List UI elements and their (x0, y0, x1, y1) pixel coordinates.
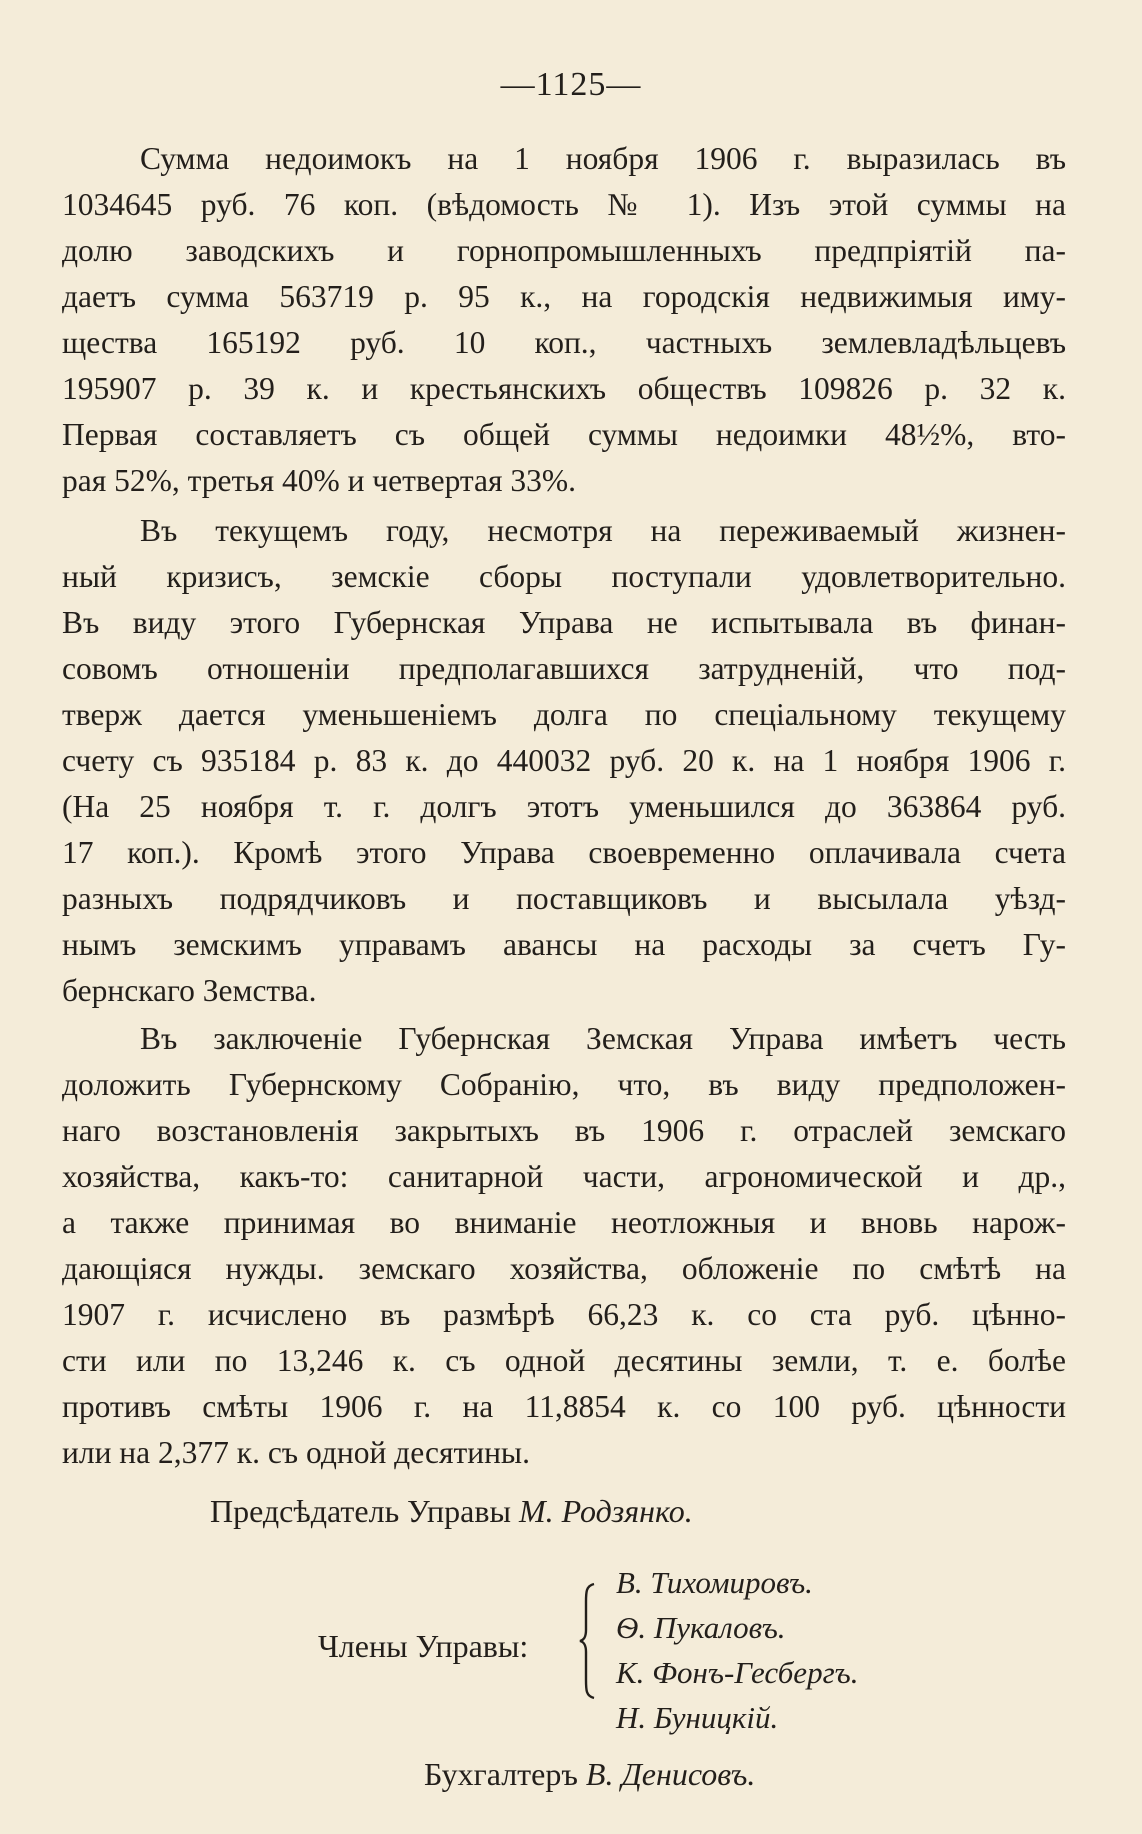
member-name: Н. Буницкій. (616, 1700, 779, 1735)
text-line: бернскаго Земства. (62, 973, 317, 1008)
member-name: К. Фонъ-Гесбергъ. (616, 1655, 859, 1690)
chairman-name: М. Родзянко. (518, 1493, 693, 1529)
text-line: доложить Губернскому Собранію, что, въ виду предположен- (62, 1067, 1066, 1102)
members-label: Члены Управы: (318, 1628, 529, 1664)
text-line: ный кризисъ, земскіе сборы поступали удовлетворительно. (62, 559, 1066, 594)
text-line: противъ смѣты 1906 г. на 11,8854 к. со 100 руб. цѣнности (62, 1389, 1066, 1424)
text-line: 17 коп.). Кромѣ этого Управа своевременно оплачивала счета (62, 835, 1066, 870)
text-line: тверж дается уменьшеніемъ долга по спеціальному текущему (62, 697, 1066, 732)
accountant-label: Бухгалтеръ (424, 1756, 578, 1792)
text-line: а также принимая во вниманіе неотложныя и вновь нарож- (62, 1205, 1066, 1240)
paragraph-2 (62, 508, 1066, 1014)
paragraph-3 (62, 1016, 1066, 1476)
text-line: 195907 р. 39 к. и крестьянскихъ обществъ 109826 р. 32 к. (62, 371, 1066, 406)
paragraph-1 (62, 136, 1066, 504)
text-line: Въ текущемъ году, несмотря на переживаемый жизнен- (140, 513, 1066, 548)
text-line: совомъ отношеніи предполагавшихся затрудненій, что под- (62, 651, 1066, 686)
text-line: сти или по 13,246 к. съ одной десятины земли, т. е. болѣе (62, 1343, 1066, 1378)
text-line: счету съ 935184 р. 83 к. до 440032 руб. 20 к. на 1 ноября 1906 г. (62, 743, 1066, 778)
member-name: Ѳ. Пукаловъ. (616, 1610, 786, 1645)
member-name: В. Тихомировъ. (616, 1565, 813, 1600)
text-line: щества 165192 руб. 10 коп., частныхъ землевладѣльцевъ (62, 325, 1066, 360)
text-line: Первая составляетъ съ общей суммы недоимки 48½%, вто- (62, 417, 1066, 452)
text-line: Сумма недоимокъ на 1 ноября 1906 г. выразилась въ (140, 141, 1066, 176)
brace-icon (578, 1582, 598, 1700)
text-line: дающіяся нужды. земскаго хозяйства, обложеніе по смѣтѣ на (62, 1251, 1066, 1286)
text-line: наго возстановленія закрытыхъ въ 1906 г. отраслей земскаго (62, 1113, 1066, 1148)
text-line: 1907 г. исчислено въ размѣрѣ 66,23 к. со ста руб. цѣнно- (62, 1297, 1066, 1332)
accountant-signature (424, 1756, 755, 1793)
chairman-label: Предсѣдатель Управы (210, 1493, 511, 1529)
text-line: Въ виду этого Губернская Управа не испытывала въ финан- (62, 605, 1066, 640)
text-line: долю заводскихъ и горнопромышленныхъ предпріятій па- (62, 233, 1066, 268)
text-line: хозяйства, какъ-то: санитарной части, агрономической и др., (62, 1159, 1066, 1194)
text-line: Въ заключеніе Губернская Земская Управа имѣетъ честь (140, 1021, 1066, 1056)
text-line: разныхъ подрядчиковъ и поставщиковъ и высылала уѣзд- (62, 881, 1066, 916)
text-line: даетъ сумма 563719 р. 95 к., на городскія недвижимыя иму- (62, 279, 1066, 314)
text-line: нымъ земскимъ управамъ авансы на расходы за счетъ Гу- (62, 927, 1066, 962)
text-line: (На 25 ноября т. г. долгъ этотъ уменьшился до 363864 руб. (62, 789, 1066, 824)
text-line: 1034645 руб. 76 коп. (вѣдомость № 1). Изъ этой суммы на (62, 187, 1066, 222)
chairman-signature (210, 1493, 693, 1530)
accountant-name: В. Денисовъ. (585, 1756, 756, 1792)
text-line: или на 2,377 к. съ одной десятины. (62, 1435, 530, 1470)
text-line: рая 52%, третья 40% и четвертая 33%. (62, 463, 577, 498)
page-number: —1125— (500, 66, 642, 103)
